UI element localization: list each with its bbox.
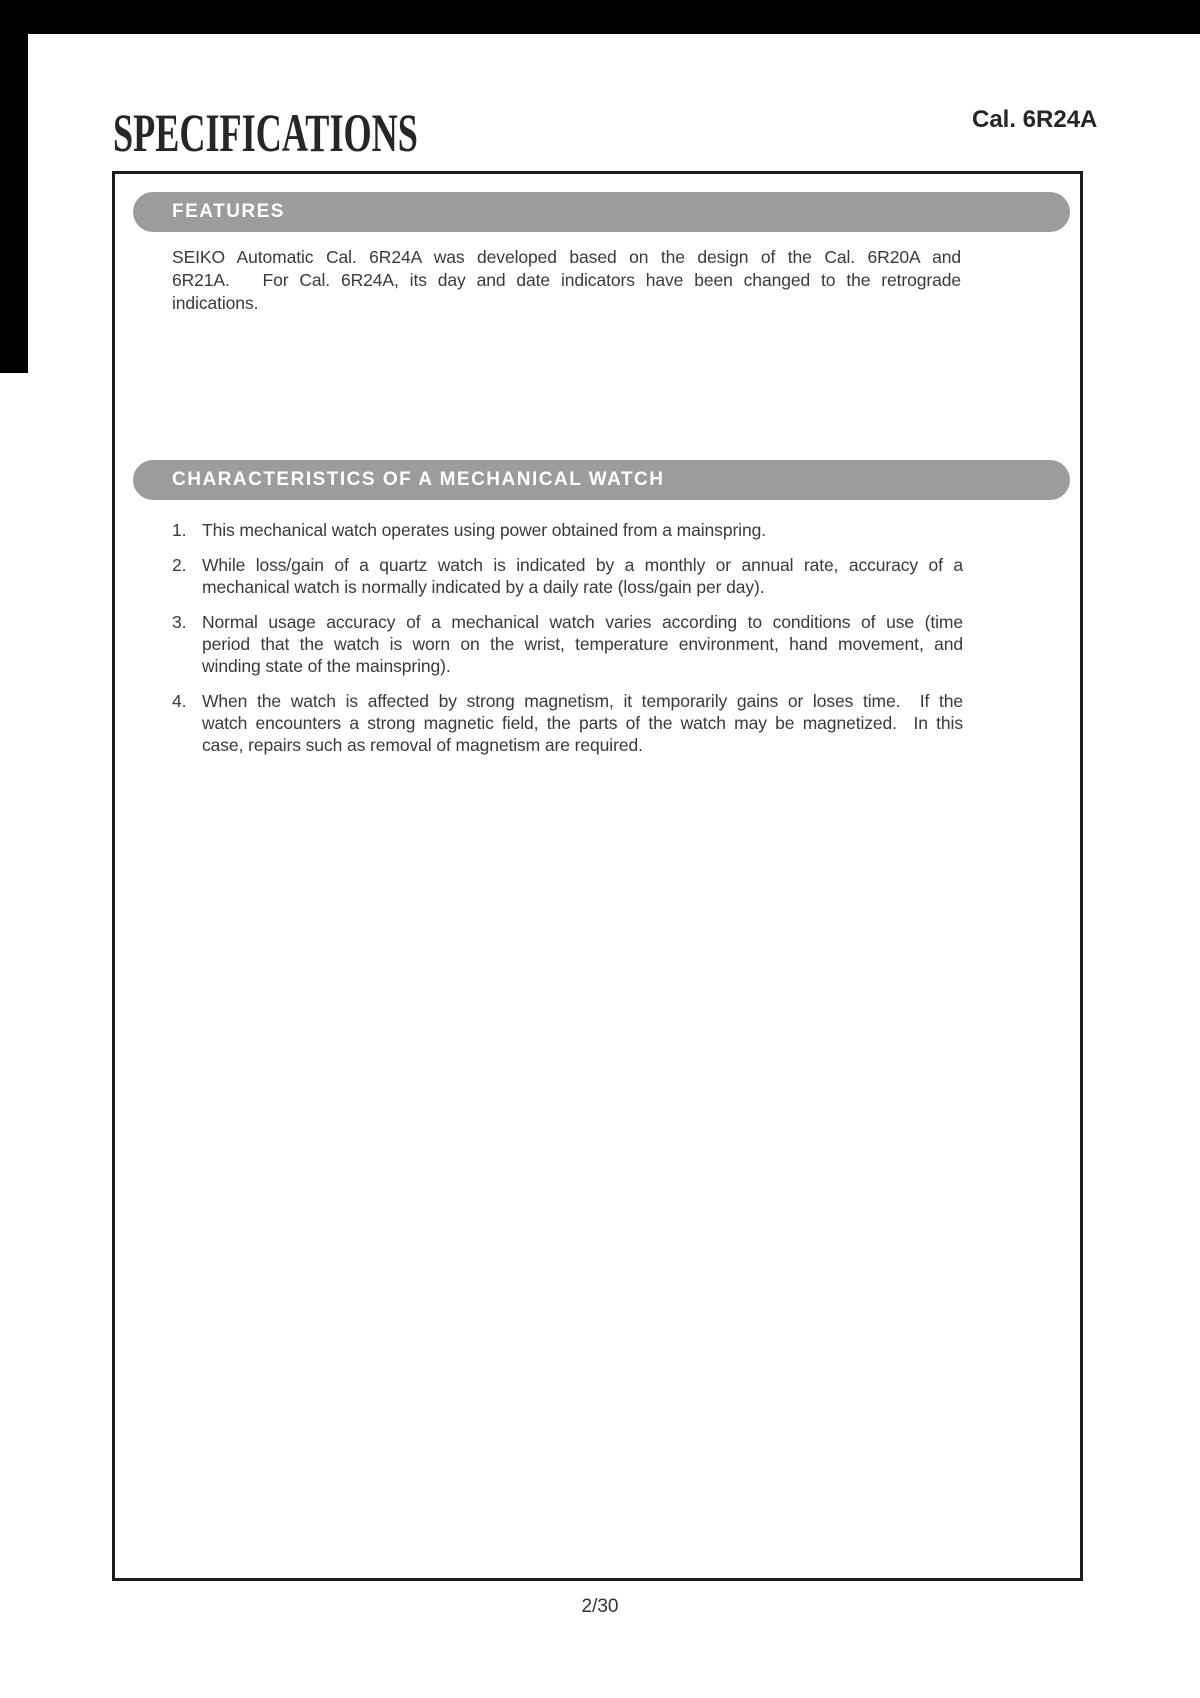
list-item-text: When the watch is affected by strong magnetism, it temporarily gains or loses time. If the watch encounters a strong magnetic field, the parts of the watch may be magnetized. In this case, repairs such as removal of magnetism are required.: [202, 691, 963, 755]
list-item-number: 1.: [172, 520, 187, 540]
list-item: [172, 519, 963, 541]
content-box: [112, 171, 1083, 1581]
features-heading: FEATURES: [172, 201, 285, 222]
caliber-label: Cal. 6R24A: [972, 106, 1098, 133]
page-title: SPECIFICATIONS: [113, 103, 418, 163]
characteristics-section-bar: [133, 460, 1070, 500]
list-item-number: 4.: [172, 691, 187, 711]
list-item-text: While loss/gain of a quartz watch is indicated by a monthly or annual rate, accuracy of a mechanical watch is normally indicated by a daily rate (loss/gain per day).: [202, 555, 963, 597]
scan-artifact-top: [0, 0, 1200, 34]
list-item-text: This mechanical watch operates using power obtained from a mainspring.: [202, 520, 766, 540]
list-item-number: 3.: [172, 612, 187, 632]
characteristics-list: [172, 519, 963, 769]
features-paragraph: SEIKO Automatic Cal. 6R24A was developed based on the design of the Cal. 6R20A and 6R21A. For Cal. 6R24A, its day and date indicators have been changed to the retrograde indications.: [172, 247, 961, 313]
list-item: [172, 554, 963, 598]
scan-artifact-left: [0, 0, 28, 373]
list-item: [172, 690, 963, 756]
list-item-number: 2.: [172, 555, 187, 575]
features-section-bar: [133, 192, 1070, 232]
list-item-text: Normal usage accuracy of a mechanical watch varies according to conditions of use (time period that the watch is worn on the wrist, temperature environment, hand movement, and winding state of the mainspring).: [202, 612, 963, 676]
list-item: [172, 611, 963, 677]
page-number: 2/30: [581, 1596, 619, 1617]
characteristics-heading: CHARACTERISTICS OF A MECHANICAL WATCH: [172, 469, 665, 490]
